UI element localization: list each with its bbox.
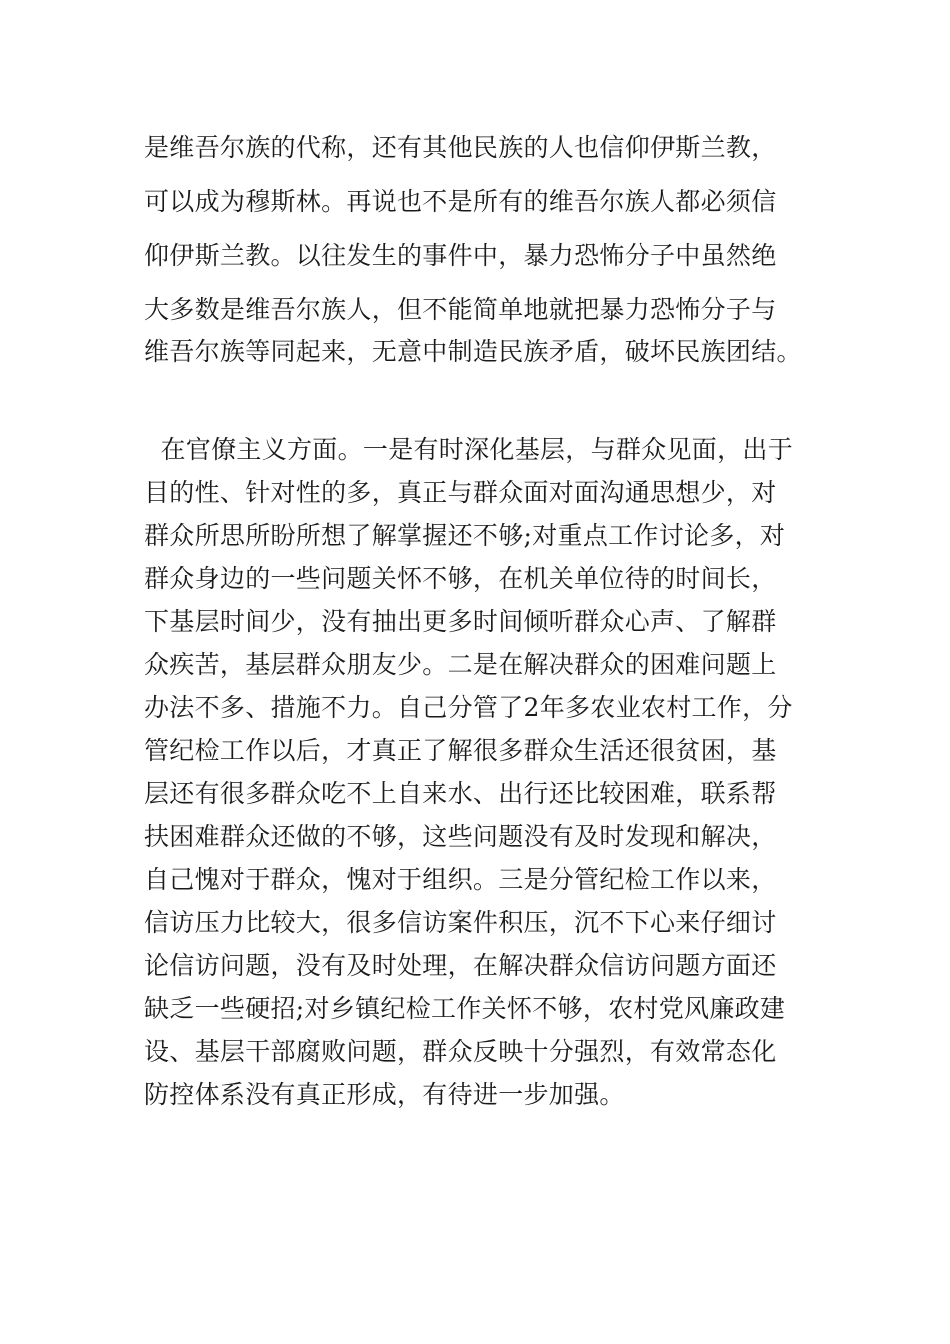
paragraph-line: 论信访问题，没有及时处理，在解决群众信访问题方面还 <box>144 951 777 980</box>
paragraph-line: 仰伊斯兰教。以往发生的事件中，暴力恐怖分子中虽然绝 <box>144 241 777 270</box>
paragraph-line: 群众身边的一些问题关怀不够，在机关单位待的时间长， <box>144 564 777 593</box>
paragraph-line: 自己愧对于群众，愧对于组织。三是分管纪检工作以来， <box>144 865 777 894</box>
paragraph-line: 扶困难群众还做的不够，这些问题没有及时发现和解决， <box>144 822 777 851</box>
paragraph-line: 缺乏一些硬招;对乡镇纪检工作关怀不够，农村党风廉政建 <box>144 994 786 1023</box>
paragraph-line: 众疾苦，基层群众朋友少。二是在解决群众的困难问题上 <box>144 650 777 679</box>
paragraph-line: 管纪检工作以后，才真正了解很多群众生活还很贫困，基 <box>144 736 777 765</box>
paragraph-line: 大多数是维吾尔族人，但不能简单地就把暴力恐怖分子与 <box>144 295 777 324</box>
paragraph-line: 是维吾尔族的代称，还有其他民族的人也信仰伊斯兰教， <box>144 133 777 162</box>
paragraph-line: 下基层时间少，没有抽出更多时间倾听群众心声、了解群 <box>144 607 777 636</box>
paragraph-line: 在官僚主义方面。一是有时深化基层，与群众见面，出于 <box>144 435 793 464</box>
paragraph-line: 防控体系没有真正形成，有待进一步加强。 <box>144 1080 625 1109</box>
paragraph-line: 可以成为穆斯林。再说也不是所有的维吾尔族人都必须信 <box>144 187 777 216</box>
paragraph-line: 维吾尔族等同起来，无意中制造民族矛盾，破坏民族团结。 <box>144 337 802 366</box>
paragraph-line: 目的性、针对性的多，真正与群众面对面沟通思想少，对 <box>144 478 777 507</box>
paragraph-line: 设、基层干部腐败问题，群众反映十分强烈，有效常态化 <box>144 1037 777 1066</box>
paragraph-line: 群众所思所盼所想了解掌握还不够;对重点工作讨论多，对 <box>144 521 786 550</box>
paragraph-line: 信访压力比较大，很多信访案件积压，沉不下心来仔细讨 <box>144 908 777 937</box>
paragraph-line: 层还有很多群众吃不上自来水、出行还比较困难，联系帮 <box>144 779 777 808</box>
paragraph-line: 办法不多、措施不力。自己分管了2年多农业农村工作，分 <box>144 693 793 722</box>
